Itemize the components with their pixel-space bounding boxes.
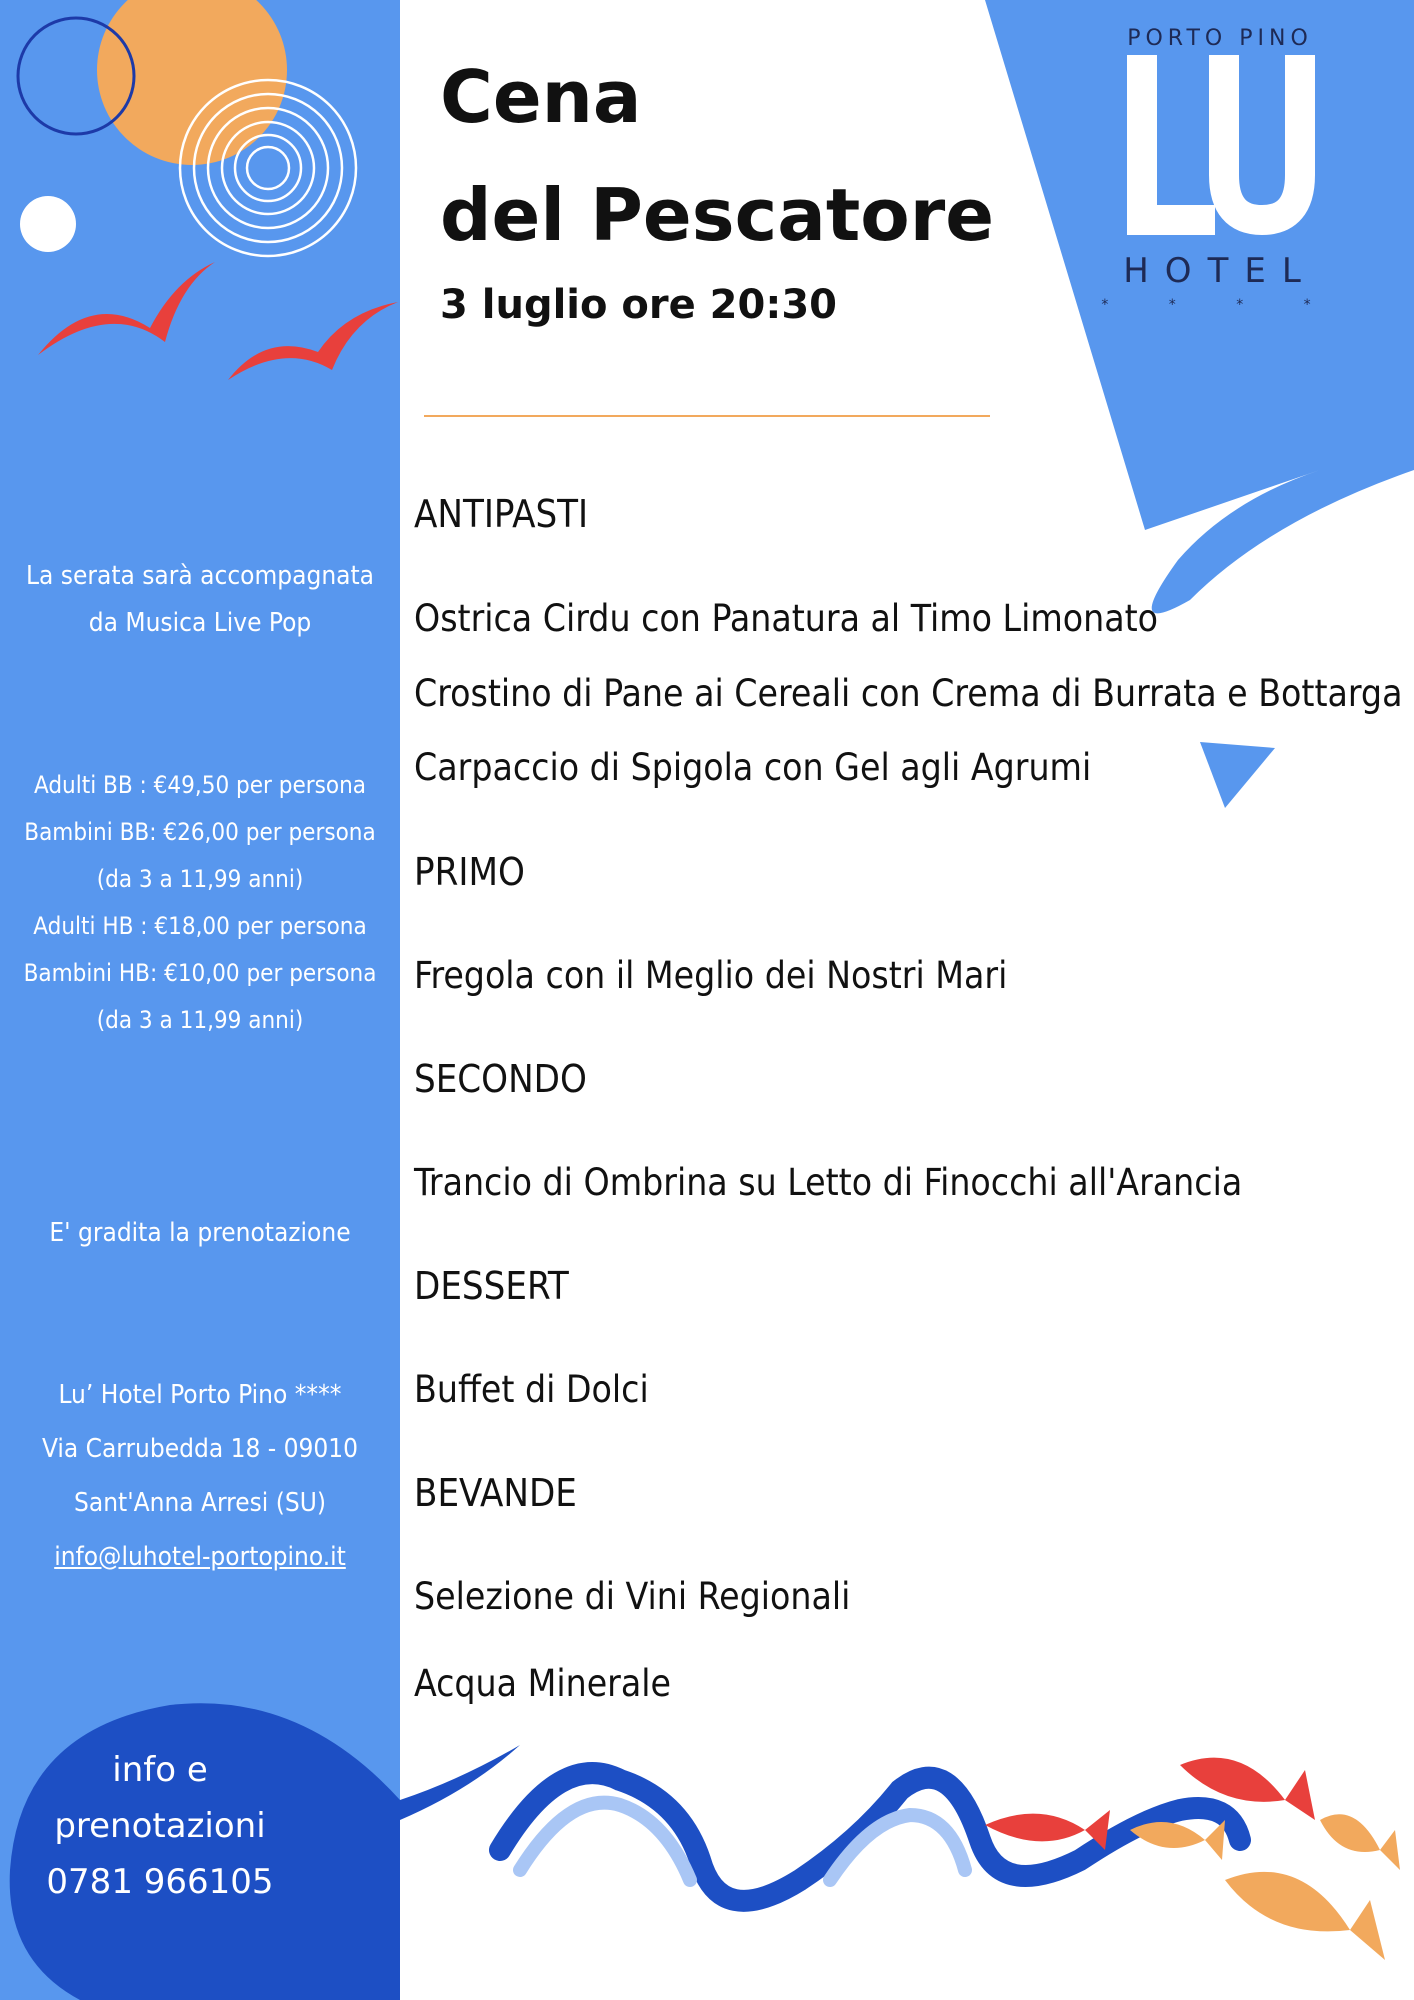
music-note bbox=[0, 553, 400, 647]
price-line: (da 3 a 11,99 anni) bbox=[96, 865, 304, 893]
hotel-logo bbox=[1100, 26, 1340, 313]
divider-line bbox=[424, 415, 990, 417]
orange-sun bbox=[97, 0, 287, 165]
info-line-2: prenotazioni bbox=[54, 1806, 266, 1846]
menu-item: Trancio di Ombrina su Letto di Finocchi all'Arancia bbox=[414, 1161, 1243, 1204]
music-line-2: da Musica Live Pop bbox=[88, 608, 312, 638]
info-line-1: info e bbox=[112, 1750, 208, 1790]
email-link[interactable]: info@luhotel-portopino.it bbox=[54, 1542, 346, 1572]
price-list bbox=[0, 762, 400, 1044]
blue-triangle bbox=[1200, 742, 1275, 808]
logo-bottom-text: HOTEL bbox=[1123, 251, 1317, 291]
price-line: Adulti HB : €18,00 per persona bbox=[33, 912, 367, 940]
section-primo: PRIMO bbox=[414, 850, 525, 894]
menu-item: Selezione di Vini Regionali bbox=[414, 1575, 851, 1618]
menu-item: Acqua Minerale bbox=[414, 1662, 671, 1705]
seagull-right bbox=[228, 302, 398, 380]
white-dot bbox=[20, 196, 76, 252]
info-contact bbox=[30, 1742, 290, 1910]
logo-top-text: PORTO PINO bbox=[1127, 26, 1313, 51]
section-bevande: BEVANDE bbox=[414, 1471, 577, 1515]
menu-item: Ostrica Cirdu con Panatura al Timo Limonato bbox=[414, 597, 1159, 640]
fish-group bbox=[985, 1758, 1400, 1960]
menu-item: Buffet di Dolci bbox=[414, 1368, 649, 1411]
menu-item: Carpaccio di Spigola con Gel agli Agrumi bbox=[414, 746, 1092, 789]
logo-mark-space bbox=[1100, 51, 1340, 247]
price-line: Bambini BB: €26,00 per persona bbox=[24, 818, 376, 846]
price-line: (da 3 a 11,99 anni) bbox=[96, 1006, 304, 1034]
booking-note: E' gradita la prenotazione bbox=[49, 1218, 351, 1248]
title-line-2: del Pescatore bbox=[440, 173, 995, 257]
page-title bbox=[440, 38, 994, 274]
address-line: Lu’ Hotel Porto Pino **** bbox=[58, 1380, 342, 1410]
phone-number[interactable]: 0781 966105 bbox=[46, 1862, 274, 1902]
title-line-1: Cena bbox=[440, 55, 642, 139]
event-date: 3 luglio ore 20:30 bbox=[440, 282, 837, 328]
menu-item: Fregola con il Meglio dei Nostri Mari bbox=[414, 954, 1008, 997]
wave-tail bbox=[400, 1745, 520, 1820]
seagull-left bbox=[38, 262, 215, 355]
price-line: Adulti BB : €49,50 per persona bbox=[33, 771, 367, 799]
section-antipasti: ANTIPASTI bbox=[414, 492, 589, 536]
price-line: Bambini HB: €10,00 per persona bbox=[23, 959, 377, 987]
address-line: Sant'Anna Arresi (SU) bbox=[74, 1488, 326, 1518]
music-line-1: La serata sarà accompagnata bbox=[26, 561, 374, 591]
address-line: Via Carrubedda 18 - 09010 bbox=[41, 1434, 359, 1464]
hotel-address bbox=[0, 1368, 400, 1584]
logo-stars: * * * * bbox=[1101, 297, 1339, 313]
waves bbox=[500, 1773, 1240, 1901]
section-dessert: DESSERT bbox=[414, 1264, 569, 1308]
section-secondo: SECONDO bbox=[414, 1057, 587, 1101]
menu-item: Crostino di Pane ai Cereali con Crema di Burrata e Bottarga bbox=[414, 672, 1403, 715]
